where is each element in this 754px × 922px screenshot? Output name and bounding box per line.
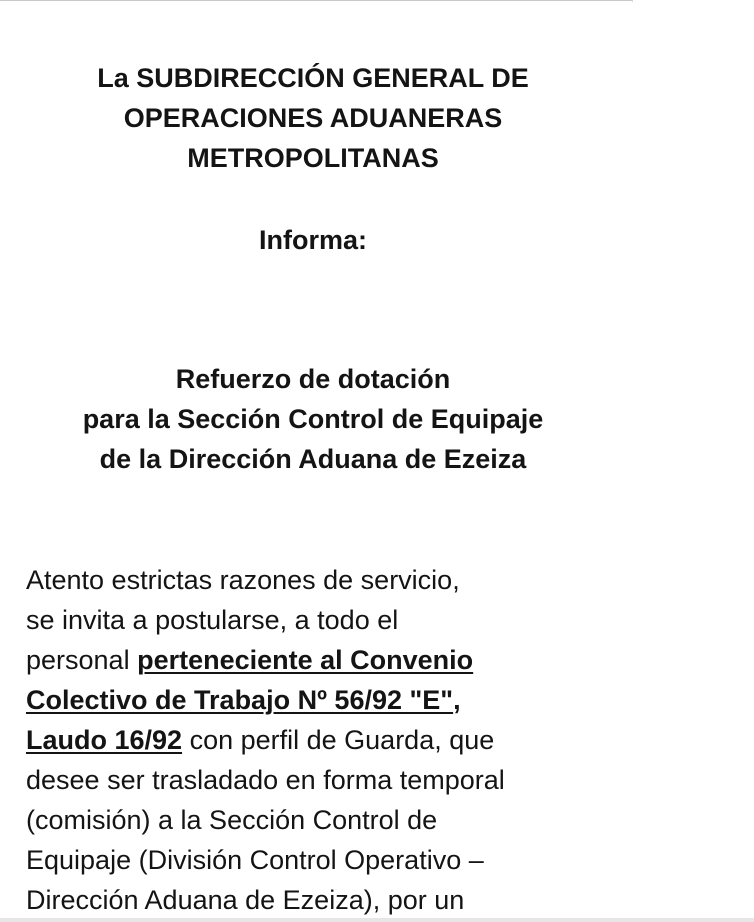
- top-divider: [0, 0, 632, 1]
- top-right-divider: [632, 0, 633, 2]
- subject-line-2: para la Sección Control de Equipaje: [82, 404, 544, 434]
- body-line-8: Equipaje (División Control Operativo –: [26, 845, 484, 875]
- convenio-emphasis: perteneciente al Convenio: [137, 645, 474, 675]
- body-line-1: Atento estrictas razones de servicio,: [26, 565, 460, 595]
- organization-heading-line-1: La SUBDIRECCIÓN GENERAL DE: [97, 63, 529, 93]
- body-line-9: Dirección Aduana de Ezeiza), por un: [26, 885, 465, 915]
- subject-line-1: Refuerzo de dotación: [175, 364, 451, 394]
- body-line-3: [26, 640, 666, 680]
- body-line-2: se invita a postularse, a todo el: [26, 605, 399, 635]
- organization-heading-line-2: OPERACIONES ADUANERAS: [123, 103, 503, 133]
- bottom-edge: [0, 918, 754, 922]
- organization-heading-line-3: METROPOLITANAS: [187, 143, 439, 173]
- organization-heading: [0, 58, 626, 178]
- informa-label: Informa:: [259, 225, 367, 255]
- body-line-4-comma: ,: [453, 685, 461, 715]
- notice-body: [26, 560, 666, 920]
- informa-heading: [0, 220, 626, 260]
- body-line-3-text: personal: [26, 645, 138, 675]
- subject-heading: [0, 359, 626, 479]
- body-line-4: [26, 680, 666, 720]
- body-line-5: [26, 720, 666, 760]
- laudo-emphasis: Laudo 16/92: [26, 725, 183, 755]
- body-line-5-text: con perfil de Guarda, que: [182, 725, 495, 755]
- body-line-7: (comisión) a la Sección Control de: [26, 805, 438, 835]
- subject-line-3: de la Dirección Aduana de Ezeiza: [99, 444, 527, 474]
- convenio-number-emphasis: Colectivo de Trabajo Nº 56/92 "E": [26, 685, 454, 715]
- body-line-6: desee ser trasladado en forma temporal: [26, 765, 505, 795]
